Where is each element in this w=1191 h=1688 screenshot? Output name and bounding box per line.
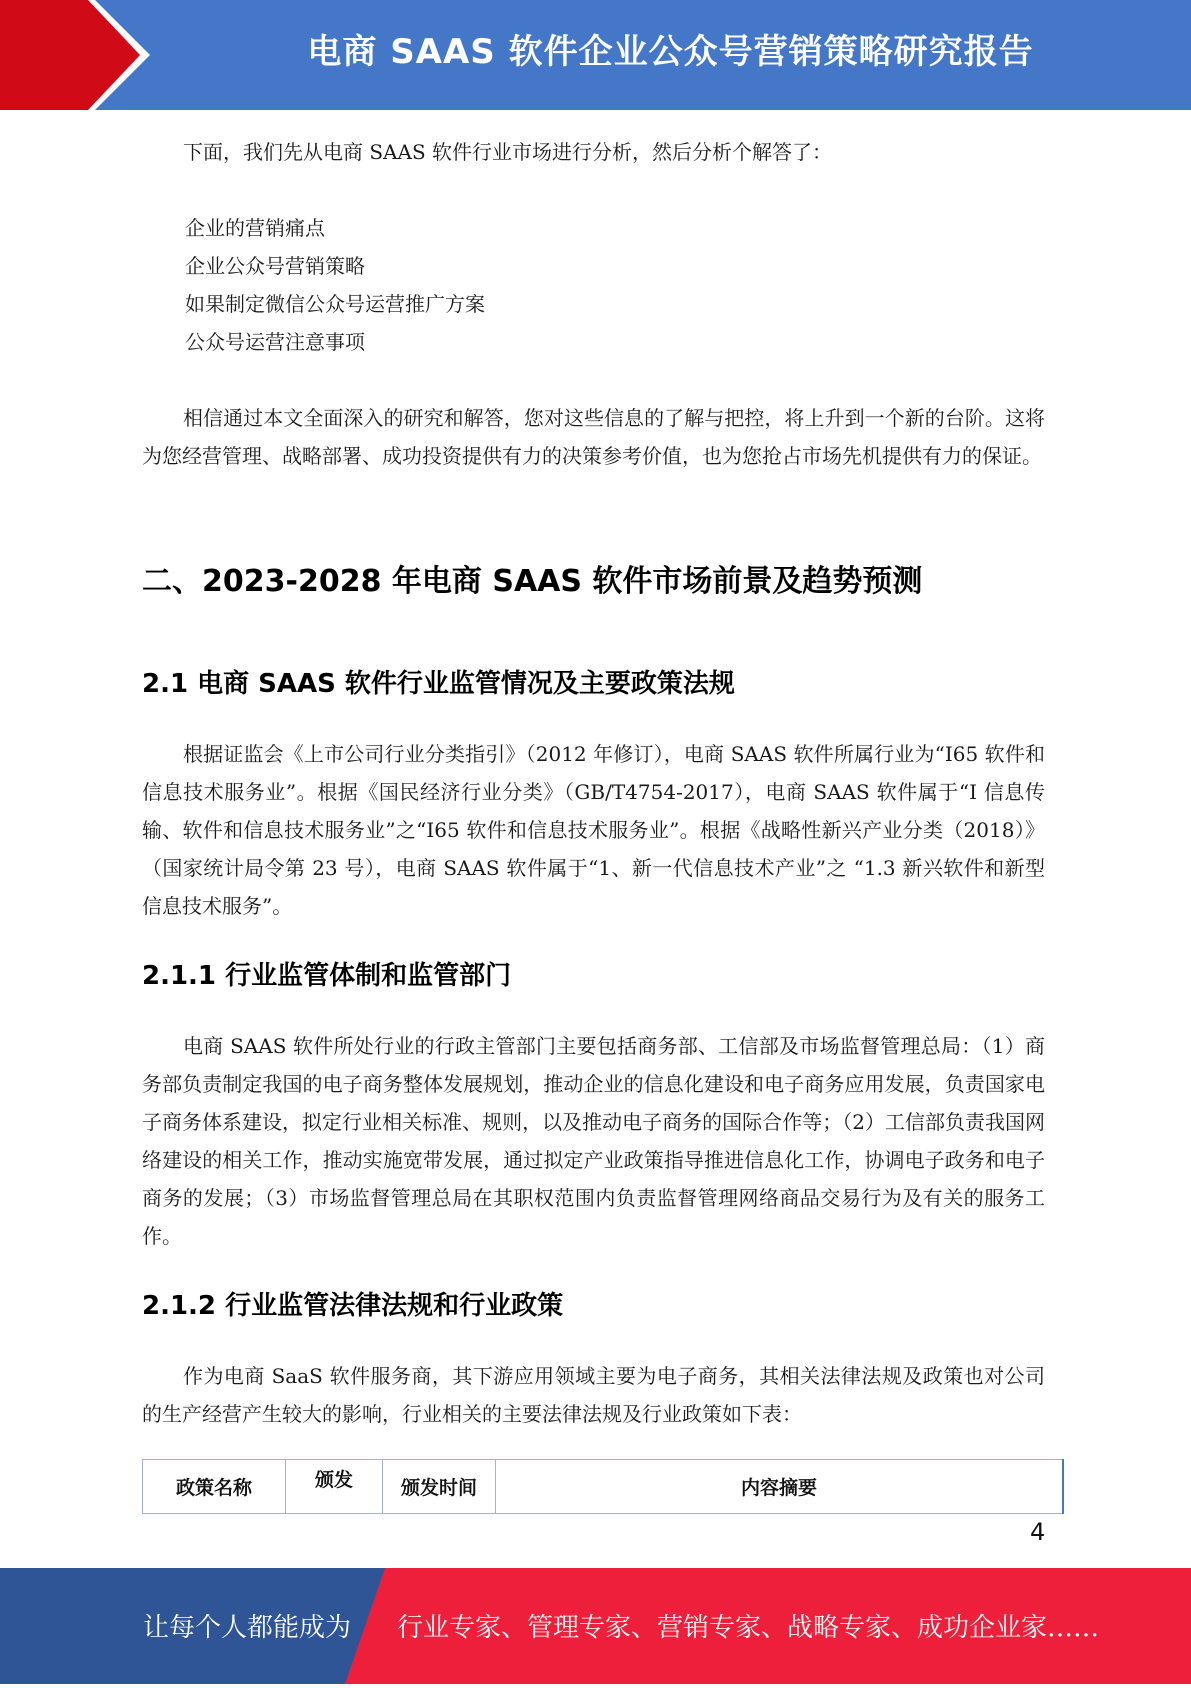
footer-slogan-right: 行业专家、管理专家、营销专家、战略专家、成功企业家……: [397, 1613, 1100, 1643]
subsection-body: 根据证监会《上市公司行业分类指引》（2012 年修订），电商 SAAS 软件所属行业为“I65 软件和信息技术服务业”。根据《国民经济行业分类》（GB/T4754-2017），电商 SAAS 软件属于“I 信息传输、软件和信息技术服务业”之“I65 软件和信息技术服务业”。根据《战略性新兴产业分类（2018）》（国家统计局令第 23 号），电商 SAAS 软件属于“1、新一代信息技术产业”之 “1.3 新兴软件和新型信息技术服务”。: [142, 742, 1045, 918]
intro-lead: 下面，我们先从电商 SAAS 软件行业市场进行分析，然后分析个解答了：: [183, 140, 833, 164]
table-header-row: [143, 1460, 1064, 1514]
footer-banner: [0, 1568, 1191, 1684]
policy-table: [142, 1459, 1064, 1514]
subsection-body: 电商 SAAS 软件所处行业的行政主管部门主要包括商务部、工信部及市场监督管理总局：（1）商务部负责制定我国的电子商务整体发展规划，推动企业的信息化建设和电子商务应用发展，负责国家电子商务体系建设，拟定行业相关标准、规则，以及推动电子商务的国际合作等；（2）工信部负责我国网络建设的相关工作，推动实施宽带发展，通过拟定产业政策指导推进信息化工作，协调电子政务和电子商务的发展；（3）市场监督管理总局在其职权范围内负责监督管理网络商品交易行为及有关的服务工作。: [142, 1034, 1045, 1248]
intro-closing: 相信通过本文全面深入的研究和解答，您对这些信息的了解与把控，将上升到一个新的台阶。这将为您经营管理、战略部署、成功投资提供有力的决策参考价值，也为您抢占市场先机提供有力的保证。: [142, 406, 1045, 468]
subsection-heading: 2.1 电商 SAAS 软件行业监管情况及主要政策法规: [142, 669, 735, 699]
table-header-cell: 颁发时间: [383, 1460, 496, 1514]
section-heading: 二、2023-2028 年电商 SAAS 软件市场前景及趋势预测: [142, 564, 923, 599]
list-item: 企业公众号营销策略: [185, 254, 365, 278]
table-header-cell: 政策名称: [143, 1460, 286, 1514]
footer-slogan-left: 让每个人都能成为: [143, 1613, 352, 1643]
page-number: 4: [1030, 1518, 1046, 1546]
list-item: 企业的营销痛点: [185, 216, 325, 240]
subsection-heading: 2.1.1 行业监管体制和监管部门: [142, 961, 512, 991]
table-header-cell: 颁发: [286, 1460, 383, 1514]
list-item: 公众号运营注意事项: [185, 330, 365, 354]
header-title: 电商 SAAS 软件企业公众号营销策略研究报告: [307, 32, 1034, 72]
subsection-heading: 2.1.2 行业监管法律法规和行业政策: [142, 1291, 564, 1321]
header-banner: [0, 0, 1191, 110]
header-arrow-icon: [0, 0, 150, 110]
subsection-body: 作为电商 SaaS 软件服务商，其下游应用领域主要为电子商务，其相关法律法规及政策也对公司的生产经营产生较大的影响，行业相关的主要法律法规及行业政策如下表：: [142, 1364, 1045, 1426]
table-header-cell: 内容摘要: [496, 1460, 1064, 1514]
list-item: 如果制定微信公众号运营推广方案: [185, 292, 485, 316]
